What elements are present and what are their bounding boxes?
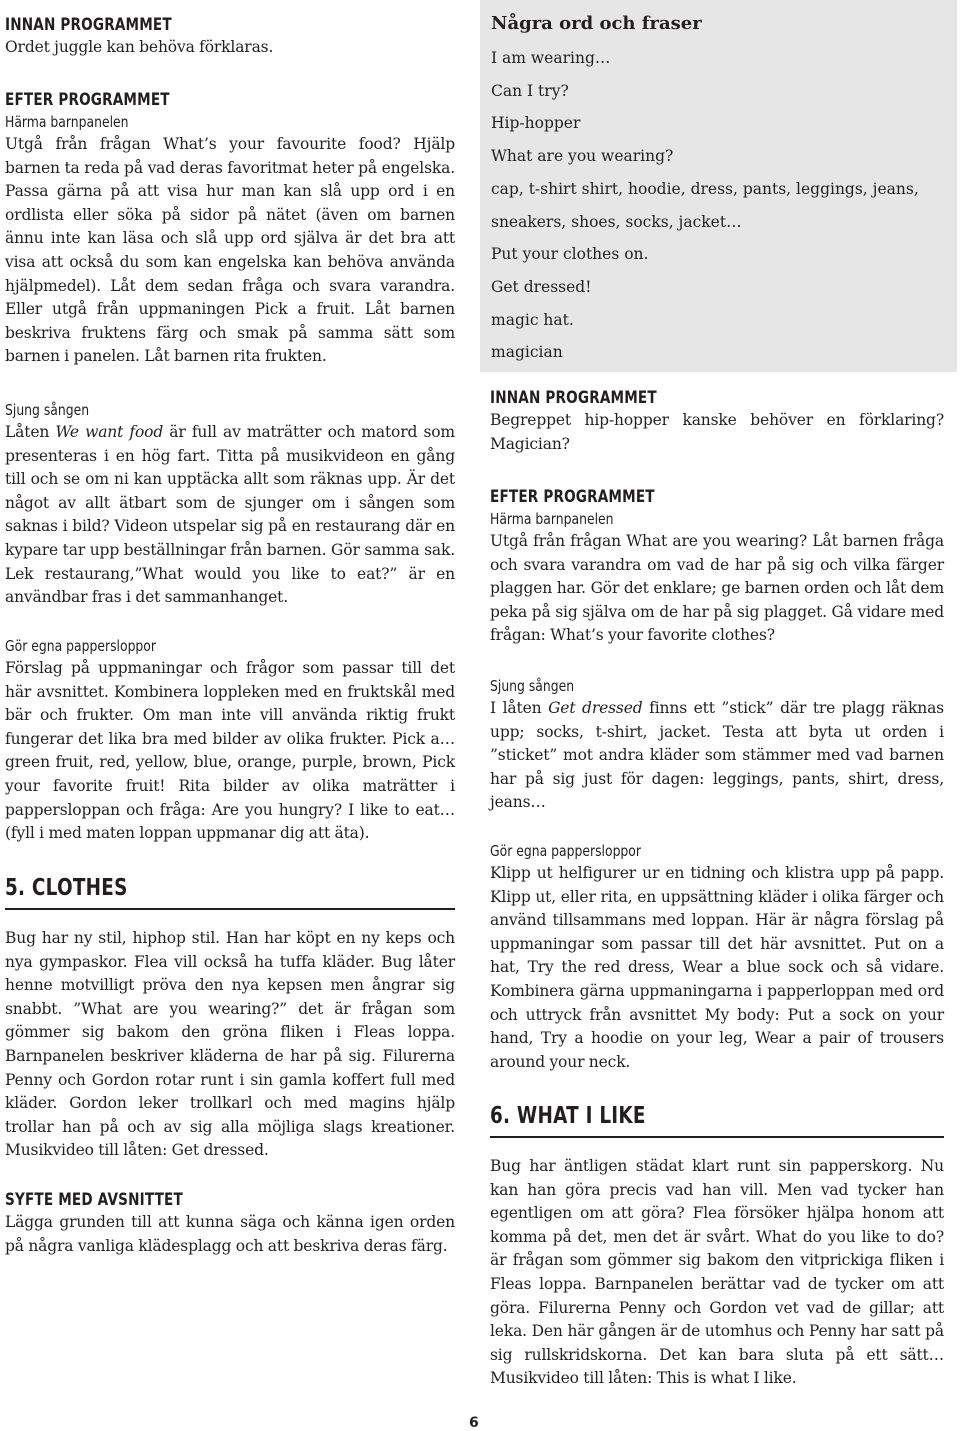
phrase-item: magic hat. (491, 310, 574, 329)
page-number: 6 (469, 1415, 479, 1431)
syfte-section (5, 1189, 455, 1258)
syfte-text: Lägga grunden till att kunna säga och känna igen orden på några vanliga klädesplagg och att beskriva deras färg. (5, 1213, 455, 1255)
left-papper-section (5, 635, 455, 846)
left-papper-text: Förslag på uppmaningar och frågor som passar till det här avsnittet. Kombinera loppleken med en fruktskål med bär och frukter. Om man inte vill använda riktig frukt fungerar det lika bra med bilder av olika frukter. Pick a… green fruit, red, yellow, blue, orange, purple, brown, Pick your favorite fruit! Rita bilder av olika maträtter i pappersloppan och fråga: Are you hungry? I like to eat…(fyll i med maten loppan uppmanar dig att äta). (5, 659, 455, 843)
section5-body (5, 927, 455, 1163)
right-sjung-heading: Sjung sången (490, 677, 575, 695)
right-efter-heading: EFTER PROGRAMMET (490, 487, 655, 507)
syfte-heading: SYFTE MED AVSNITTET (5, 1190, 183, 1210)
left-sjung-section (5, 399, 455, 610)
left-innan-section (5, 14, 455, 60)
song-title-get-dressed: Get dressed (548, 699, 643, 717)
phrase-item: magician (491, 343, 563, 362)
phrase-item: Can I try? (491, 81, 569, 100)
left-innan-heading: INNAN PROGRAMMET (5, 15, 172, 35)
right-papper-heading: Gör egna pappersloppor (490, 842, 641, 860)
phrase-item: cap, t-shirt shirt, hoodie, dress, pants, leggings, jeans, (491, 179, 919, 198)
left-papper-heading: Gör egna pappersloppor (5, 637, 156, 655)
phrase-item: sneakers, shoes, socks, jacket… (491, 212, 742, 231)
section5-text: Bug har ny stil, hiphop stil. Han har köpt en ny keps och nya gympaskor. Flea vill också ha tuffa kläder. Bug låter henne motvilligt pröva den nya kepsen men ångrar sig snabbt. ”What are you wearing?” det är frågan som gömmer sig bakom den gröna fliken i Fleas loppa. Barnpanelen beskriver kläderna de har på sig. Filurerna Penny och Gordon rotar runt i sin gamla koffert full med kläder. Gordon leker trollkarl och med magins hjälp trollar han på och av sig alla möjliga slags kreationer. Musikvideo till låten: Get dressed. (5, 929, 455, 1160)
section6-rule (490, 1136, 944, 1138)
left-efter-text: Utgå från frågan What’s your favourite food? Hjälp barnen ta reda på vad deras favoritmat heter på engelska. Passa gärna på att visa hur man kan slå upp ord i en ordlista eller söka på sidor på nätet (även om barnen ännu inte kan läsa och slå upp ord själva är det bra att visa att också du som kan engelska kan behöva använda hjälpmedel). Låt dem sedan fråga och svara varandra. Eller utgå från uppmaningen Pick a fruit. Låt barnen beskriva fruktens färg och smak på samma sätt som barnen i panelen. Låt barnen rita frukten. (5, 135, 455, 366)
section6-header (490, 1102, 944, 1138)
right-innan-heading: INNAN PROGRAMMET (490, 388, 657, 408)
right-papper-section (490, 840, 944, 1074)
section5-rule (5, 908, 455, 910)
right-innan-section (490, 387, 944, 456)
right-efter-text: Utgå från frågan What are you wearing? Låt barnen fråga och svara varandra om vad de har på sig och vilka färger plaggen har. Gör det enklare; ge barnen orden och låt dem peka på sig själva om de har på sig plagget. Gå vidare med frågan: What’s your favorite clothes? (490, 532, 944, 645)
song-title-we-want-food: We want food (55, 423, 164, 441)
right-innan-text: Begreppet hip-hopper kanske behöver en förklaring? Magician? (490, 411, 944, 453)
right-efter-section (490, 486, 944, 648)
left-sjung-text: Låten We want food är full av maträtter och matord som presenteras i en hög fart. Titta på musikvideon en gång till och se om ni kan upptäcka allt som räknas upp. Är det något av allt ätbart som de sjunger om i sången som saknas i bild? Videon utspelar sig på en restaurang där en kypare tar upp beställningar från barnen. Gör samma sak. Lek restaurang,”What would you like to eat?” är en användbar fras i det sammanhanget. (5, 423, 455, 607)
left-efter-section (5, 89, 455, 369)
phrase-title-text: Några ord och fraser (491, 13, 702, 34)
section6-body (490, 1155, 944, 1391)
left-sjung-heading: Sjung sången (5, 401, 90, 419)
left-column (5, 0, 455, 1429)
section6-text: Bug har äntligen städat klart runt sin papperskorg. Nu kan han göra precis vad han vill. Men vad tycker han egentligen om att göra? Flea försöker hjälpa honom att komma på det, men det är svårt. What do you like to do? är frågan som gömmer sig bakom den vitprickiga fliken i Fleas loppa. Barnpanelen berättar vad de tycker om att göra. Filurerna Penny och Gordon vet vad de gillar; att leka. Den här gången är de utomhus och Penny har satt på sig rullskridskorna. Det kan bara sluta på ett sätt… Musikvideo till låten: This is what I like. (490, 1157, 944, 1388)
right-papper-text: Klipp ut helfigurer ur en tidning och klistra upp på papp. Klipp ut, eller rita, en uppsättning kläder i olika färger och använd tillsammans med loppan. Här är några förslag på uppmaningar som passar till det här avsnittet. Put on a hat, Try the red dress, Wear a blue sock och så vidare. Kombinera gärna uppmaningarna i papperloppan med ord och uttryck från avsnittet My body: Put a sock on your hand, Try a hoodie on your leg, Wear a pair of trousers around your neck. (490, 864, 944, 1071)
phrase-item: Put your clothes on. (491, 245, 649, 264)
phrase-item: What are you wearing? (491, 147, 674, 166)
left-efter-heading: EFTER PROGRAMMET (5, 90, 170, 110)
right-sjung-section (490, 675, 944, 815)
phrase-item: Get dressed! (491, 277, 592, 296)
phrase-item: Hip-hopper (491, 114, 581, 133)
right-efter-sub: Härma barnpanelen (490, 510, 614, 528)
left-efter-sub: Härma barnpanelen (5, 113, 129, 131)
section6-title: 6. WHAT I LIKE (490, 1103, 646, 1129)
section5-title: 5. CLOTHES (5, 875, 128, 901)
section5-header (5, 874, 455, 910)
right-sjung-text: I låten Get dressed finns ett ”stick” där tre plagg räknas upp; socks, t-shirt, jacket. Testa att byta ut orden i ”sticket” mot andra kläder som stämmer med vad barnen har på sig just för dagen: leggings, pants, shirt, dress, jeans… (490, 699, 944, 812)
phrase-item: I am wearing… (491, 49, 611, 67)
right-column (490, 0, 944, 1429)
left-innan-text: Ordet juggle kan behöva förklaras. (5, 38, 274, 56)
